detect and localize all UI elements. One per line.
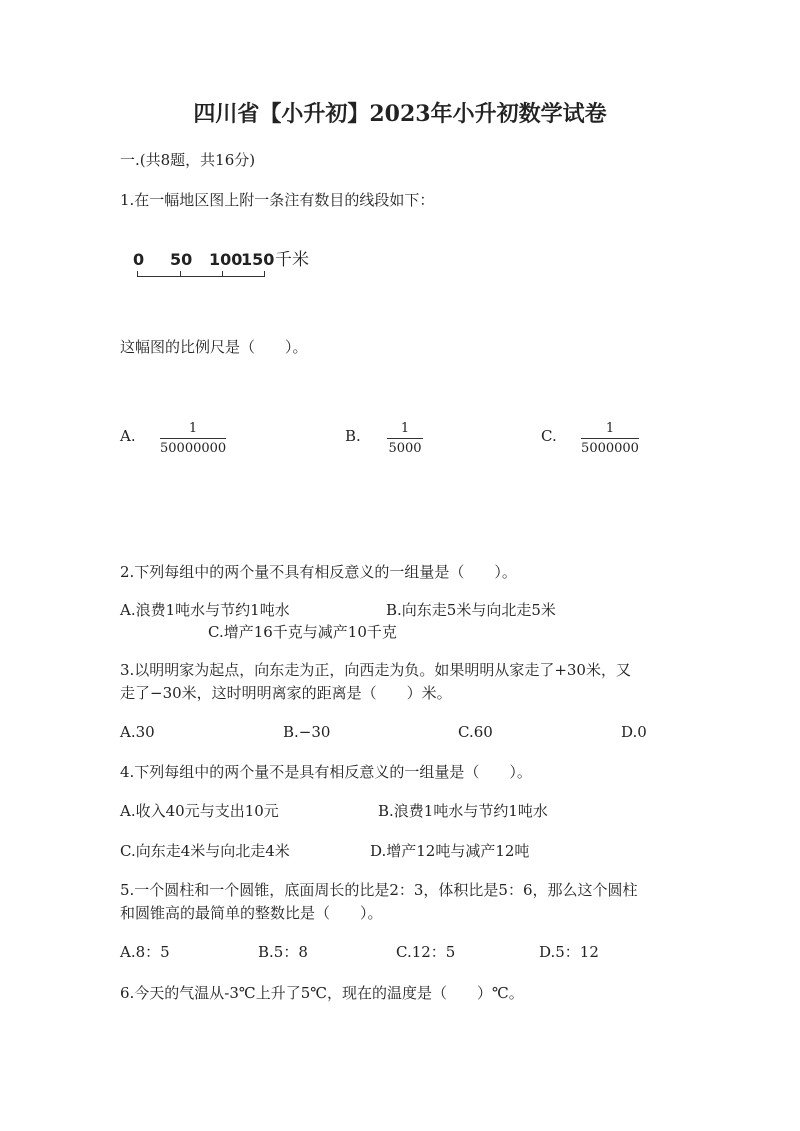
option-text: A.浪费1吨水与节约1吨水 xyxy=(120,601,290,619)
scale-tick xyxy=(180,271,181,276)
question-1-stem: 1.在一幅地区图上附一条注有数目的线段如下： xyxy=(120,191,435,209)
scale-label-0: 0 xyxy=(133,250,145,269)
scale-tick xyxy=(222,271,223,276)
fraction-denominator: 50000000 xyxy=(160,441,227,456)
fraction-denominator: 5000000 xyxy=(581,441,639,456)
question-4-stem: 4.下列每组中的两个量不是具有相反意义的一组量是（ ）。 xyxy=(120,763,532,781)
option-text: C.向东走4米与向北走4米 xyxy=(120,842,290,860)
option-text: B.浪费1吨水与节约1吨水 xyxy=(378,802,548,820)
question-5-stem: 和圆锥高的最简单的整数比是（ ）。 xyxy=(120,904,383,922)
fraction-denominator: 5000 xyxy=(388,441,422,456)
option-text: B.向东走5米与向北走5米 xyxy=(386,601,556,619)
question-6-stem: 6.今天的气温从-3℃上升了5℃，现在的温度是（ ）℃。 xyxy=(120,984,524,1002)
option-a-fraction xyxy=(160,420,226,457)
option-text: A.8：5 xyxy=(120,943,170,961)
section-header: 一.(共8题，共16分) xyxy=(120,151,256,169)
option-c-fraction xyxy=(581,420,639,457)
option-text: B.−30 xyxy=(283,723,331,741)
page-title: 四川省【小升初】2023年小升初数学试卷 xyxy=(193,101,607,127)
option-text: C.增产16千克与减产10千克 xyxy=(208,623,397,641)
option-text: C.12：5 xyxy=(396,943,456,961)
fraction-numerator: 1 xyxy=(581,420,639,439)
question-3-stem: 3.以明明家为起点，向东走为正，向西走为负。如果明明从家走了+30米，又 xyxy=(120,661,631,679)
question-2-stem: 2.下列每组中的两个量不具有相反意义的一组量是（ ）。 xyxy=(120,563,517,581)
option-text: C.60 xyxy=(458,723,493,741)
question-3-stem: 走了−30米，这时明明离家的距离是（ ）米。 xyxy=(120,684,452,702)
scale-bar-figure xyxy=(130,248,330,288)
scale-tick xyxy=(137,271,138,276)
scale-tick xyxy=(264,271,265,276)
option-text: A.30 xyxy=(120,723,155,741)
fraction-numerator: 1 xyxy=(387,420,423,439)
scale-label-50: 50 xyxy=(170,250,193,269)
option-text: A.收入40元与支出10元 xyxy=(120,802,279,820)
scale-line xyxy=(137,276,265,277)
option-text: D.增产12吨与减产12吨 xyxy=(370,842,530,860)
option-b-fraction xyxy=(387,420,423,457)
option-text: D.5：12 xyxy=(539,943,599,961)
scale-label-100: 100 xyxy=(209,250,243,269)
fraction-numerator: 1 xyxy=(160,420,226,439)
scale-label-150: 150 xyxy=(241,250,275,269)
question-1-prompt: 这幅图的比例尺是（ ）。 xyxy=(120,338,308,356)
scale-unit: 千米 xyxy=(275,250,309,270)
question-5-stem: 5.一个圆柱和一个圆锥，底面周长的比是2：3，体积比是5：6，那么这个圆柱 xyxy=(120,881,638,899)
option-letter: C. xyxy=(541,427,557,445)
option-letter: B. xyxy=(345,427,361,445)
option-letter: A. xyxy=(120,427,136,445)
option-text: D.0 xyxy=(621,723,647,741)
option-text: B.5：8 xyxy=(258,943,308,961)
